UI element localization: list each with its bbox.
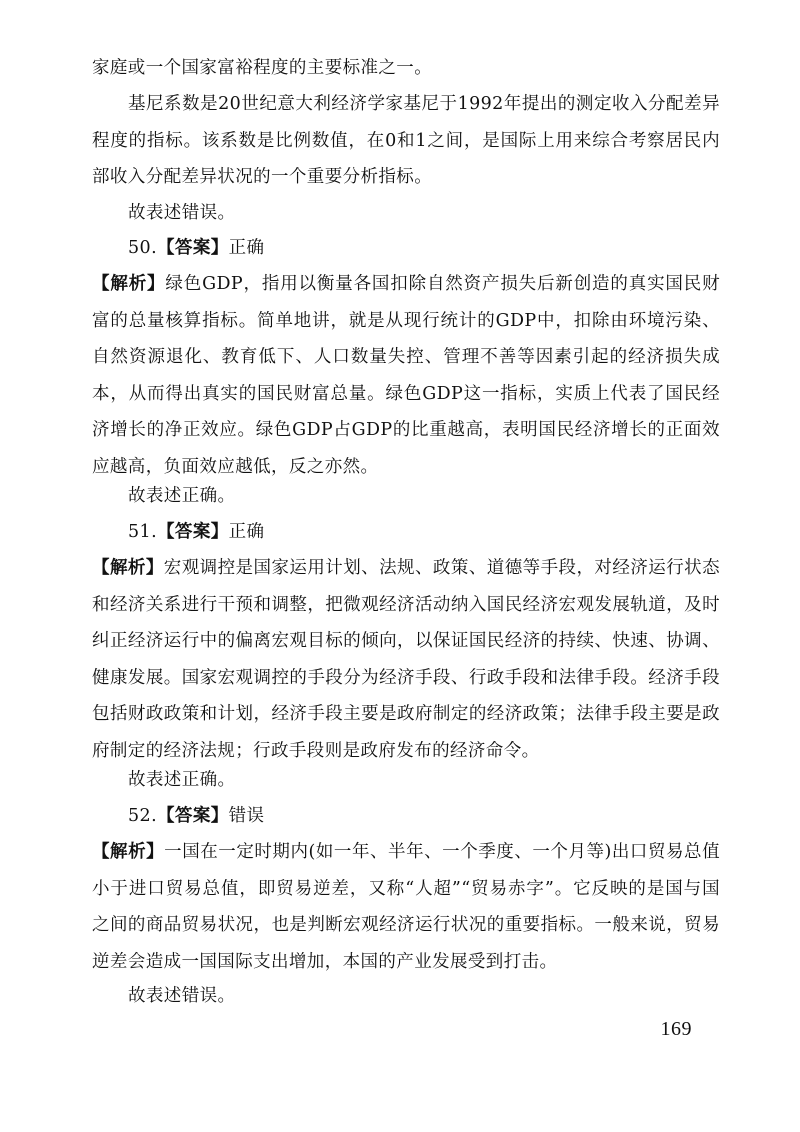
page-number: 169 xyxy=(660,1018,692,1040)
answer-50 xyxy=(128,230,264,267)
paragraph-continuation: 家庭或一个国家富裕程度的主要标准之一。 xyxy=(92,58,433,78)
answer-51 xyxy=(128,514,264,551)
analysis-text-51: 宏观调控是国家运用计划、法规、政策、道德等手段，对经济运行状态和经济关系进行干预和调整，把微观经济活动纳入国民经济宏观发展轨道，及时纠正经济运行中的偏离宏观目标的倾向，以保证国民经济的持续、快速、协调、健康发展。国家宏观调控的手段分为经济手段、行政手段和法律手段。经济手段包括财政政策和计划，经济手段主要是政府制定的经济政策；法律手段主要是政府制定的经济法规；行政手段则是政府发布的经济命令。 xyxy=(92,558,720,761)
answer-52 xyxy=(128,798,264,835)
analysis-label-50: 【解析】 xyxy=(92,274,166,294)
question-number-50: 50. xyxy=(128,238,158,258)
conclusion-49: 故表述错误。 xyxy=(128,203,236,223)
answer-label-50: 【答案】 xyxy=(157,238,229,258)
analysis-text-50: 绿色GDP，指用以衡量各国扣除自然资产损失后新创造的真实国民财富的总量核算指标。简单地讲，就是从现行统计的GDP中，扣除由环境污染、自然资源退化、教育低下、人口数量失控、管理不善等因素引起的经济损失成本，从而得出真实的国民财富总量。绿色GDP这一指标，实质上代表了国民经济增长的净正效应。绿色GDP占GDP的比重越高，表明国民经济增长的正面效应越高，负面效应越低，反之亦然。 xyxy=(92,274,721,477)
analysis-50 xyxy=(92,266,720,485)
analysis-51 xyxy=(92,550,720,769)
conclusion-52: 故表述错误。 xyxy=(128,986,236,1006)
answer-value-50: 正确 xyxy=(228,238,265,258)
conclusion-50: 故表述正确。 xyxy=(128,486,236,506)
analysis-label-51: 【解析】 xyxy=(92,558,164,578)
answer-label-51: 【答案】 xyxy=(157,522,229,542)
answer-value-51: 正确 xyxy=(228,522,265,542)
analysis-label-52: 【解析】 xyxy=(92,842,165,862)
conclusion-51: 故表述正确。 xyxy=(128,770,236,790)
question-number-51: 51. xyxy=(128,522,158,542)
answer-label-52: 【答案】 xyxy=(157,806,229,826)
question-number-52: 52. xyxy=(128,806,158,826)
answer-value-52: 错误 xyxy=(228,806,265,826)
analysis-52 xyxy=(92,834,720,980)
analysis-text-52: 一国在一定时期内(如一年、半年、一个季度、一个月等)出口贸易总值小于进口贸易总值，即贸易逆差，又称“人超”“贸易赤字”。它反映的是国与国之间的商品贸易状况，也是判断宏观经济运行状况的重要指标。一般来说，贸易逆差会造成一国国际支出增加，本国的产业发展受到打击。 xyxy=(92,842,720,972)
paragraph-gini: 基尼系数是20世纪意大利经济学家基尼于1992年提出的测定收入分配差异程度的指标。该系数是比例数值，在0和1之间，是国际上用来综合考察居民内部收入分配差异状况的一个重要分析指标。 xyxy=(92,94,720,187)
